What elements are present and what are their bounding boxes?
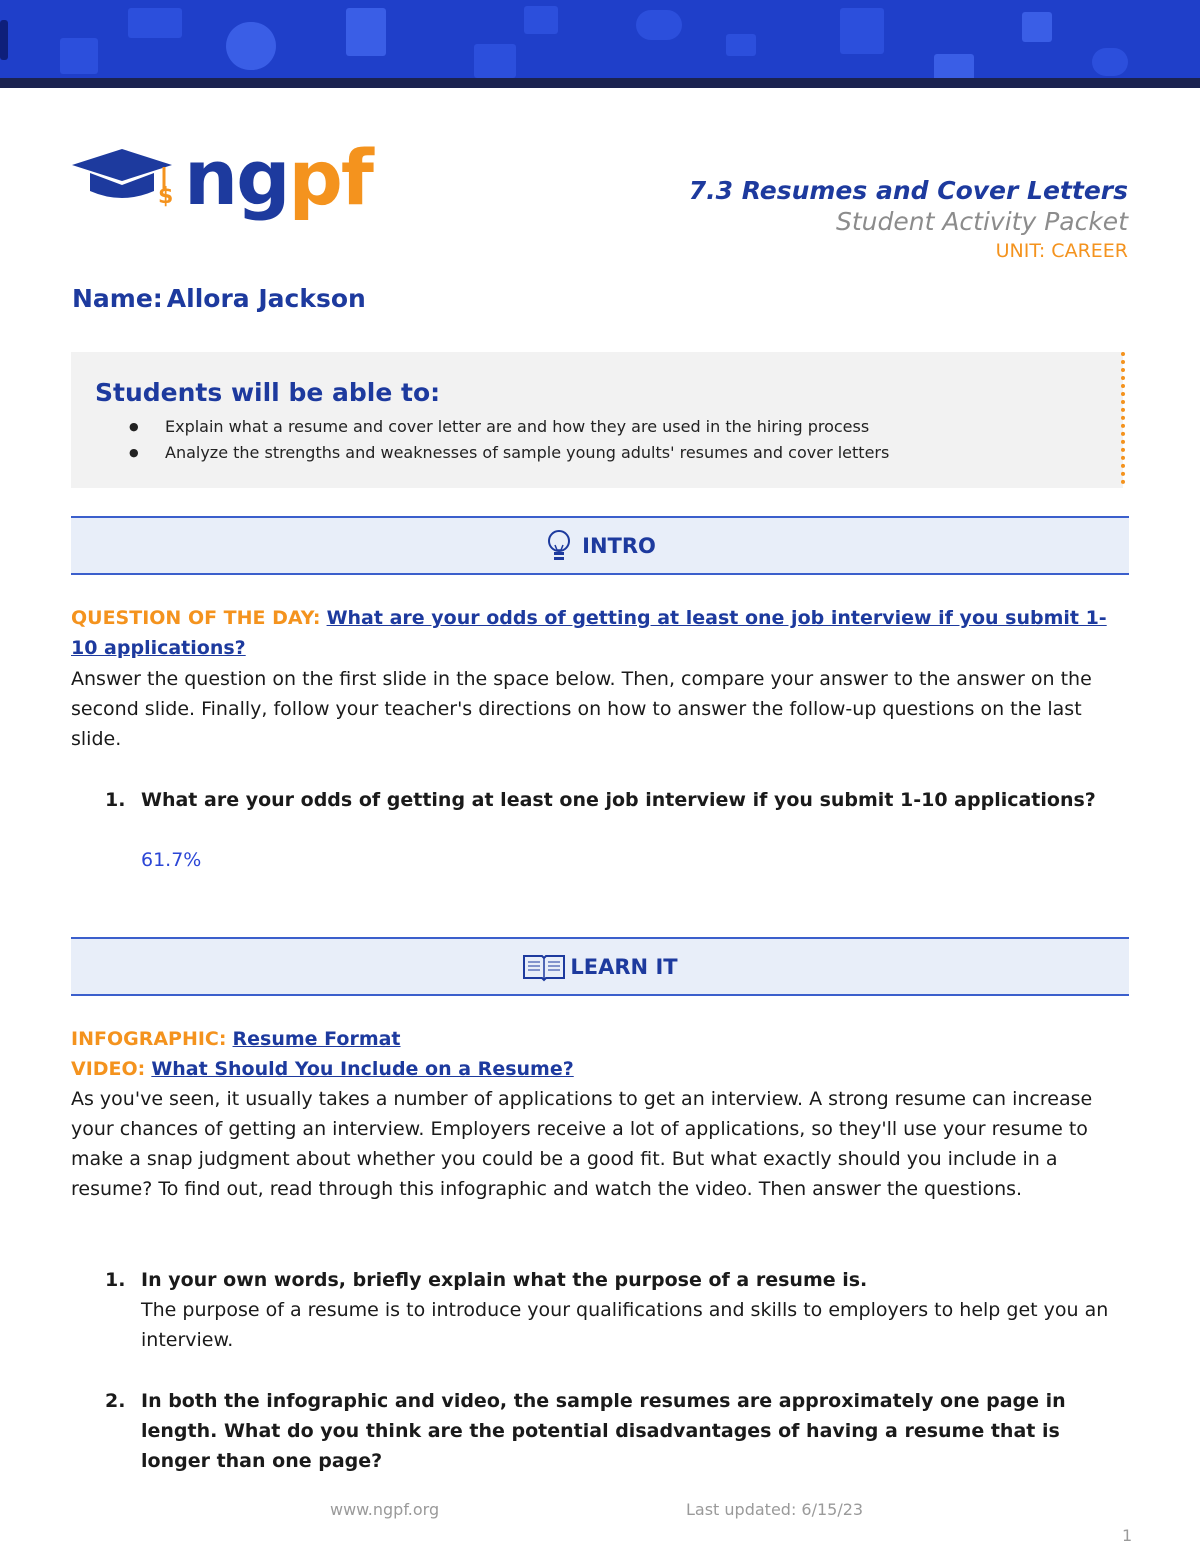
folder-icon (474, 44, 516, 78)
question-text: What are your odds of getting at least one job interview if you submit 1-10 applications? (141, 789, 1096, 811)
logo-wordmark (184, 133, 372, 222)
question-text: In your own words, briefly explain what the purpose of a resume is. (141, 1269, 868, 1291)
objectives-heading: Students will be able to: (95, 378, 441, 407)
question-number: 1. (105, 1269, 126, 1291)
document-icon (60, 38, 98, 74)
footer-last-updated: Last updated: 6/15/23 (686, 1500, 864, 1519)
learn-it-label: LEARN IT (570, 954, 678, 979)
name-label: Name: (72, 284, 163, 313)
infographic-line (71, 1024, 1131, 1054)
money-icon (128, 8, 182, 38)
learn-paragraph: As you've seen, it usually takes a number of applications to get an interview. A strong resume can increase your chances of getting an interview. Employers receive a lot of applications, so they'll use your resume to make a snap judgment about whether you could be a good fit. But what exactly should you include in a resume? To find out, read through this infographic and watch the video. Then answer the questions. (71, 1088, 1093, 1200)
objectives-box (71, 352, 1123, 488)
piggy-bank-icon (226, 22, 276, 70)
ngpf-logo (72, 133, 372, 222)
question-text: In both the infographic and video, the sample resumes are approximately one page in length. What do you think are the potential disadvantages of having a resume that is longer than one page? (141, 1390, 1066, 1472)
footer-url[interactable]: www.ngpf.org (330, 1500, 440, 1519)
open-book-icon (522, 952, 566, 982)
title-block (689, 176, 1128, 262)
qotd-link[interactable]: What are your odds of getting at least one job interview if you submit 1-10 applications? (71, 607, 1107, 659)
header-banner (0, 0, 1200, 88)
calculator-icon (1022, 12, 1052, 42)
learn-question-1 (105, 1265, 1125, 1355)
question-number: 2. (105, 1390, 126, 1412)
video-link[interactable]: What Should You Include on a Resume? (151, 1058, 574, 1080)
infographic-label: INFOGRAPHIC: (71, 1028, 227, 1050)
document-icon (346, 8, 386, 56)
piggy-bank-icon (636, 10, 682, 40)
lesson-subtitle: Student Activity Packet (835, 207, 1128, 236)
piggy-bank-icon (1092, 48, 1128, 76)
objective-item: ● Analyze the strengths and weaknesses of sample young adults' resumes and cover letters (129, 440, 889, 466)
graduation-cap-icon (72, 143, 178, 213)
answer-text[interactable]: The purpose of a resume is to introduce your qualifications and skills to employers to help get you an interview. (141, 1299, 1109, 1351)
student-name[interactable]: Allora Jackson (166, 284, 366, 313)
infographic-link[interactable]: Resume Format (232, 1028, 401, 1050)
intro-section-bar (71, 516, 1129, 575)
calculator-icon (524, 6, 558, 34)
video-line (71, 1054, 1131, 1084)
intro-label: INTRO (582, 533, 656, 558)
intro-instructions: Answer the question on the first slide in the space below. Then, compare your answer to the answer on the second slide. Finally, follow your teacher's directions on how to answer the follow-up questions on the last slide. (71, 668, 1092, 750)
question-number: 1. (105, 789, 126, 811)
unit-label: UNIT: CAREER (995, 240, 1128, 262)
student-name-line (72, 284, 366, 313)
logo-prefix: ng (184, 133, 289, 222)
objectives-list (129, 414, 889, 466)
question-of-the-day (71, 603, 1131, 663)
lightbulb-icon (544, 528, 574, 564)
folder-icon (726, 34, 756, 56)
lesson-title: 7.3 Resumes and Cover Letters (688, 176, 1128, 205)
page-number: 1 (1122, 1526, 1133, 1545)
intro-question-1 (105, 785, 1125, 875)
calculator-icon (840, 8, 884, 54)
svg-text:$: $ (158, 184, 174, 209)
video-label: VIDEO: (71, 1058, 146, 1080)
learn-question-2 (105, 1386, 1125, 1476)
logo-suffix: pf (288, 133, 372, 222)
objective-item: ● Explain what a resume and cover letter are and how they are used in the hiring process (129, 414, 889, 440)
banner-strip (0, 78, 1200, 88)
objectives-accent (1117, 352, 1125, 484)
qotd-label: QUESTION OF THE DAY: (71, 607, 321, 629)
learn-it-section-bar (71, 937, 1129, 996)
answer-text[interactable]: 61.7% (141, 849, 202, 871)
banner-pattern (0, 20, 8, 60)
